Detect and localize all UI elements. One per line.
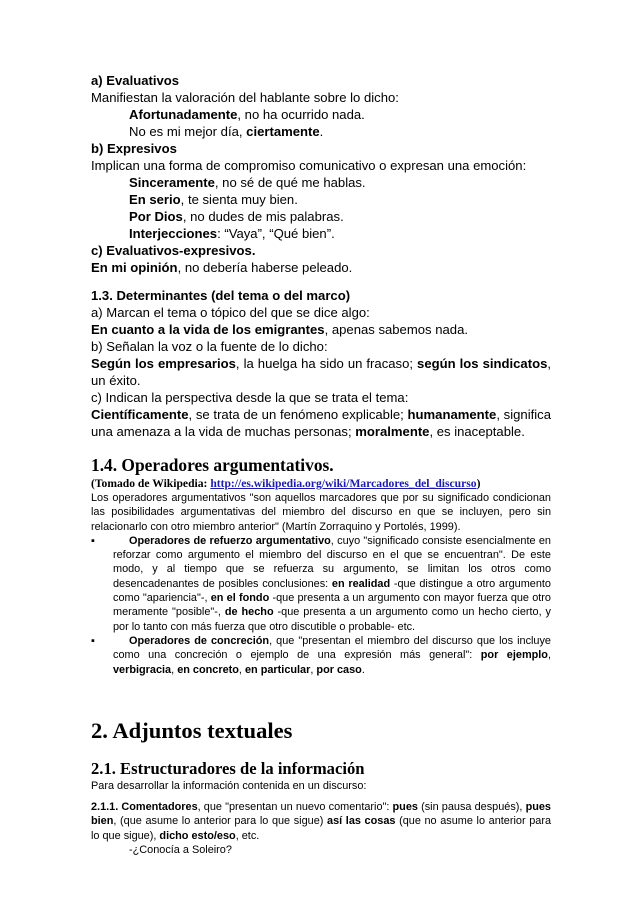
example-text: No es mi mejor día, <box>129 124 247 139</box>
comentadores-paragraph <box>91 800 551 843</box>
bullet-square-icon: ▪ <box>91 534 95 547</box>
paragraph-text: , etc. <box>235 829 260 842</box>
chapter-heading: 2. Adjuntos textuales <box>91 717 293 743</box>
example-keyword: por ejemplo <box>480 649 548 662</box>
bullet-heading: Operadores de refuerzo argumentativo <box>129 534 331 547</box>
example-keyword: En serio <box>129 192 181 207</box>
example-paragraph <box>91 355 551 389</box>
paragraph-heading: 2.1.1. Comentadores <box>91 801 198 814</box>
example-keyword: en realidad <box>331 577 391 590</box>
example-text: , un éxito. <box>91 356 552 388</box>
section-description: Manifiestan la valoración del hablante sobre lo dicho: <box>91 90 399 105</box>
example-line <box>91 191 551 208</box>
item-description: c) Indican la perspectiva desde la que se trata el tema: <box>91 390 409 405</box>
item-description: a) Marcan el tema o tópico del que se dice algo: <box>91 305 370 320</box>
paragraph-text: , (que asume lo anterior para lo que sigue) <box>113 815 328 828</box>
example-keyword: En mi opinión <box>91 260 178 275</box>
example-keyword: así las cosas <box>327 815 396 828</box>
example-keyword: Según los empresarios <box>91 356 236 371</box>
example-text: , es inaceptable. <box>429 424 525 439</box>
example-paragraph <box>91 406 551 440</box>
section-determinantes <box>91 287 551 440</box>
separator: , <box>310 663 317 676</box>
example-keyword: verbigracia <box>113 663 172 676</box>
separator: , <box>171 663 178 676</box>
example-keyword: en el fondo <box>210 592 270 605</box>
document-body <box>91 72 551 857</box>
paragraph-text: (sin pausa después), <box>417 801 526 814</box>
example-keyword: moralmente <box>355 424 430 439</box>
example-keyword: Científicamente <box>91 407 189 422</box>
example-keyword: Sinceramente <box>129 175 215 190</box>
bullet-text: . <box>361 663 365 676</box>
example-text: , no dudes de mis palabras. <box>182 209 344 224</box>
example-keyword: dicho esto/eso <box>159 829 236 842</box>
example-keyword: en concreto <box>177 663 239 676</box>
bullet-text: -que presenta a un argumento con mayor fuerza que otro meramente "posible"-, <box>113 592 551 619</box>
example-text: , te sienta muy bien. <box>180 192 298 207</box>
example-line: -¿Conocía a Soleiro? <box>129 844 232 857</box>
paragraph-text: , que "presentan un nuevo comentario": <box>197 801 393 814</box>
example-text: : “Vaya”, “Qué bien”. <box>217 226 335 241</box>
bullet-concrecion <box>91 634 551 677</box>
example-text: . <box>319 124 324 139</box>
example-keyword: humanamente <box>407 407 497 422</box>
section-heading: 1.3. Determinantes (del tema o del marco) <box>91 288 351 303</box>
example-text: , se trata de un fenómeno explicable; <box>188 407 408 422</box>
example-keyword: de hecho <box>224 606 274 619</box>
section-heading: b) Expresivos <box>91 141 177 156</box>
example-text: , no debería haberse peleado. <box>177 260 353 275</box>
example-line <box>91 123 551 140</box>
separator: , <box>238 663 245 676</box>
section-description: Implican una forma de compromiso comunicativo o expresan una emoción: <box>91 158 527 173</box>
bullet-heading: Operadores de concreción <box>129 634 270 647</box>
example-text: , apenas sabemos nada. <box>324 322 468 337</box>
example-line <box>91 225 551 242</box>
example-keyword: Por Dios <box>129 209 183 224</box>
section-evaluativos-expresivos <box>91 242 551 276</box>
paragraph-text: (que no asume lo anterior para lo que sigue), <box>91 815 551 842</box>
source-line <box>91 476 551 491</box>
example-keyword: pues bien <box>91 801 551 828</box>
example-keyword: por caso <box>316 663 362 676</box>
bullet-refuerzo <box>91 534 551 634</box>
example-line <box>91 321 551 338</box>
separator: , <box>547 649 551 662</box>
example-keyword: Interjecciones <box>129 226 218 241</box>
source-suffix: ) <box>476 477 481 490</box>
section-heading: a) Evaluativos <box>91 73 180 88</box>
example-keyword: en particular <box>244 663 311 676</box>
example-keyword: En cuanto a la vida de los emigrantes <box>91 322 325 337</box>
wikipedia-link[interactable]: http://es.wikipedia.org/wiki/Marcadores_del_discurso <box>210 477 477 490</box>
example-text: , no sé de qué me hablas. <box>214 175 366 190</box>
example-keyword: Afortunadamente <box>129 107 238 122</box>
example-text: , la huelga ha sido un fracaso; <box>235 356 418 371</box>
subsection-heading: 2.1. Estructuradores de la información <box>91 758 365 778</box>
example-line <box>91 106 551 123</box>
source-prefix: (Tomado de Wikipedia: <box>91 477 211 490</box>
intro-paragraph: Los operadores argumentativos "son aquellos marcadores que por su significado condicionan las posibilidades argumentativas del miembro del discurso en que se incluyen, pero sin relacionarlo con otro miembro anterior" (Martín Zorraquino y Portolés, 1999). <box>91 492 551 533</box>
item-description: b) Señalan la voz o la fuente de lo dicho: <box>91 339 328 354</box>
example-keyword: según los sindicatos <box>417 356 548 371</box>
example-text: , significa una amenaza a la vida de muchas personas; <box>91 407 551 439</box>
subsection-description: Para desarrollar la información contenida en un discurso: <box>91 779 367 792</box>
section-heading-operadores: 1.4. Operadores argumentativos. <box>91 455 334 475</box>
bullet-text: , que "presentan el miembro del discurso que los incluye como una concreción o ejemplo de una expresión más general": <box>113 634 551 662</box>
example-keyword: ciertamente <box>246 124 320 139</box>
section-expresivos <box>91 140 551 242</box>
bullet-text: -que distingue a otro argumento como "apariencia"-, <box>113 577 551 605</box>
example-line <box>91 259 551 276</box>
example-keyword: pues <box>392 801 418 814</box>
section-heading: c) Evaluativos-expresivos. <box>91 243 256 258</box>
example-line <box>91 174 551 191</box>
section-evaluativos <box>91 72 551 140</box>
bullet-square-icon: ▪ <box>91 634 95 647</box>
bullet-text: , cuyo "significado consiste esencialmente en reforzar como argumento el miembro del discurso en el que se encuentran". De este modo, y al tiempo que se refuerza su argumento, se limitan los otros como desencadenantes de posibles conclusiones: <box>113 534 551 590</box>
example-line <box>91 208 551 225</box>
example-text: , no ha ocurrido nada. <box>237 107 365 122</box>
bullet-text: -que presenta a un argumento como un hecho cierto, y por lo tanto con más fuerza que otro discutible o probable- etc. <box>113 606 551 633</box>
